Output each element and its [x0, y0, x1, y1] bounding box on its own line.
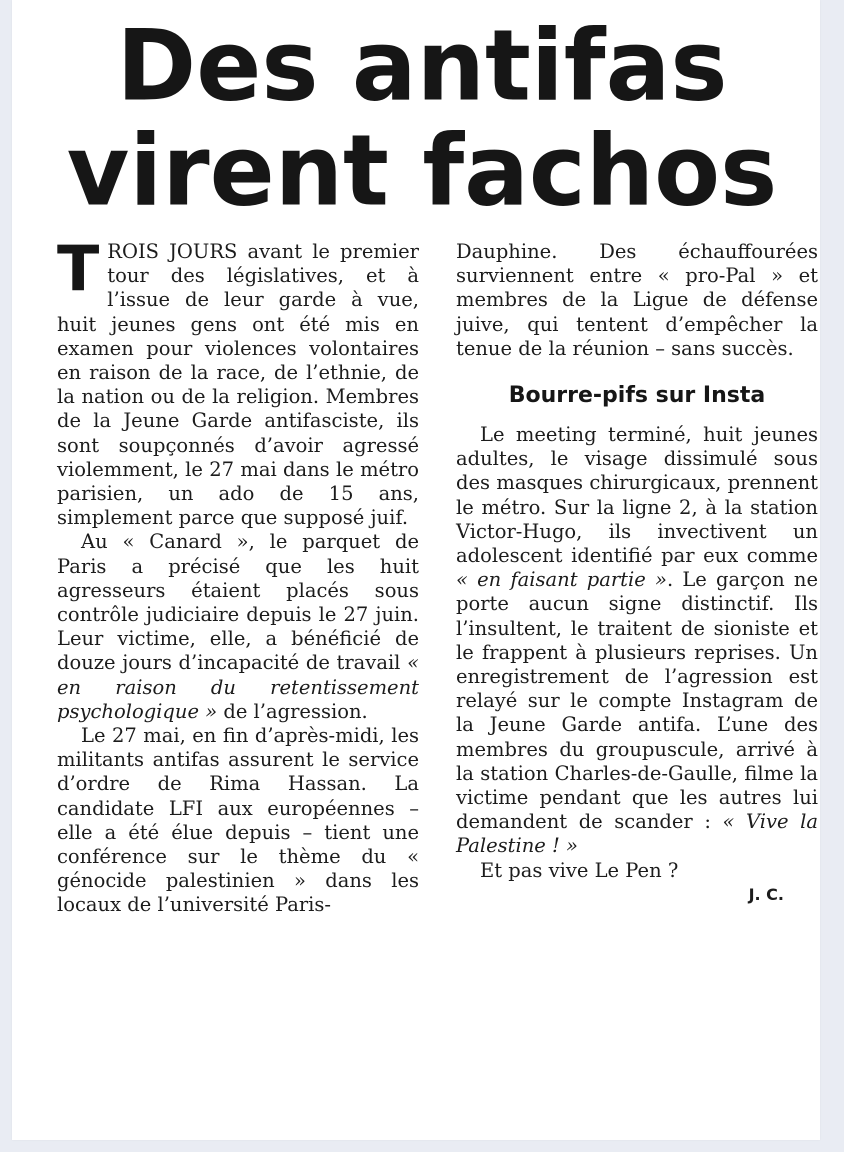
author-signature: J. C. [748, 884, 784, 904]
paragraph-2 [57, 530, 419, 724]
headline-line-2: virent fachos [66, 113, 778, 229]
paragraph-1-text: ROIS JOURS avant le premier tour des législatives, et à l’issue de leur garde à vue, huit jeunes gens ont été mis en examen pour violences volontaires en raison de la race, de l’ethnie, de la nation ou de la religion. Membres de la Jeune Garde antifasciste, ils sont soupçonnés d’avoir agressé violemment, le 27 mai dans le métro parisien, un ado de 15 ans, simplement parce que supposé juif. [57, 240, 419, 530]
paragraph-4-quote: « en faisant partie » [456, 568, 667, 592]
subheading: Bourre-pifs sur Insta [508, 383, 766, 409]
paragraph-4-quote-2: « Vive la Palestine ! » [456, 810, 818, 858]
headline-line-1: Des antifas [116, 8, 728, 124]
paragraph-2-text: Au « Canard », le parquet de Paris a précisé que les huit agresseurs étaient placés sous contrôle judiciaire depuis le 27 juin. Leur victime, elle, a bénéficié de douze jours d’incapacité de travail [57, 530, 419, 675]
paragraph-4 [456, 423, 818, 859]
paragraph-3-continued-text: Dauphine. Des échauffourées surviennent entre « pro-Pal » et membres de la Ligue de défense juive, qui tentent d’empêcher la tenue de la réunion – sans succès. [456, 240, 818, 360]
paragraph-2-quote: « en raison du retentissement psychologique » [57, 651, 419, 723]
paragraph-3-continued [456, 240, 818, 361]
paragraph-4-mid: . Le garçon ne porte aucun signe distinctif. Ils l’insultent, le traitent de sioniste et le frappent à plusieurs reprises. Un enregistrement de l’agression est relayé sur le compte Instagram de la Jeune Garde antifa. L’une des membres du groupuscule, arrivé à la station Charles-de-Gaulle, filme la victime pendant que les autres lui demandent de scander : [456, 568, 818, 834]
paragraph-3-text: Le 27 mai, en fin d’après-midi, les militants antifas assurent le service d’ordre de Rima Hassan. La candidate LFI aux européennes – elle a été élue depuis – tient une conférence sur le thème du « génocide palestinien » dans les locaux de l’université Paris- [57, 724, 419, 917]
article-column-left [57, 232, 419, 918]
paragraph-5-text: Et pas vive Le Pen ? [480, 858, 679, 882]
article-column-right [456, 240, 818, 907]
drop-cap: T [57, 232, 100, 305]
paragraph-1 [57, 232, 419, 530]
paragraph-5 [456, 859, 818, 883]
paragraph-4-text: Le meeting terminé, huit jeunes adultes, le visage dissimulé sous des masques chirurgicaux, prennent le métro. Sur la ligne 2, à la station Victor-Hugo, ils invectivent un adolescent identifié par eux comme [456, 423, 818, 568]
paragraph-3 [57, 724, 419, 918]
paragraph-2-end: de l’agression. [217, 699, 368, 723]
